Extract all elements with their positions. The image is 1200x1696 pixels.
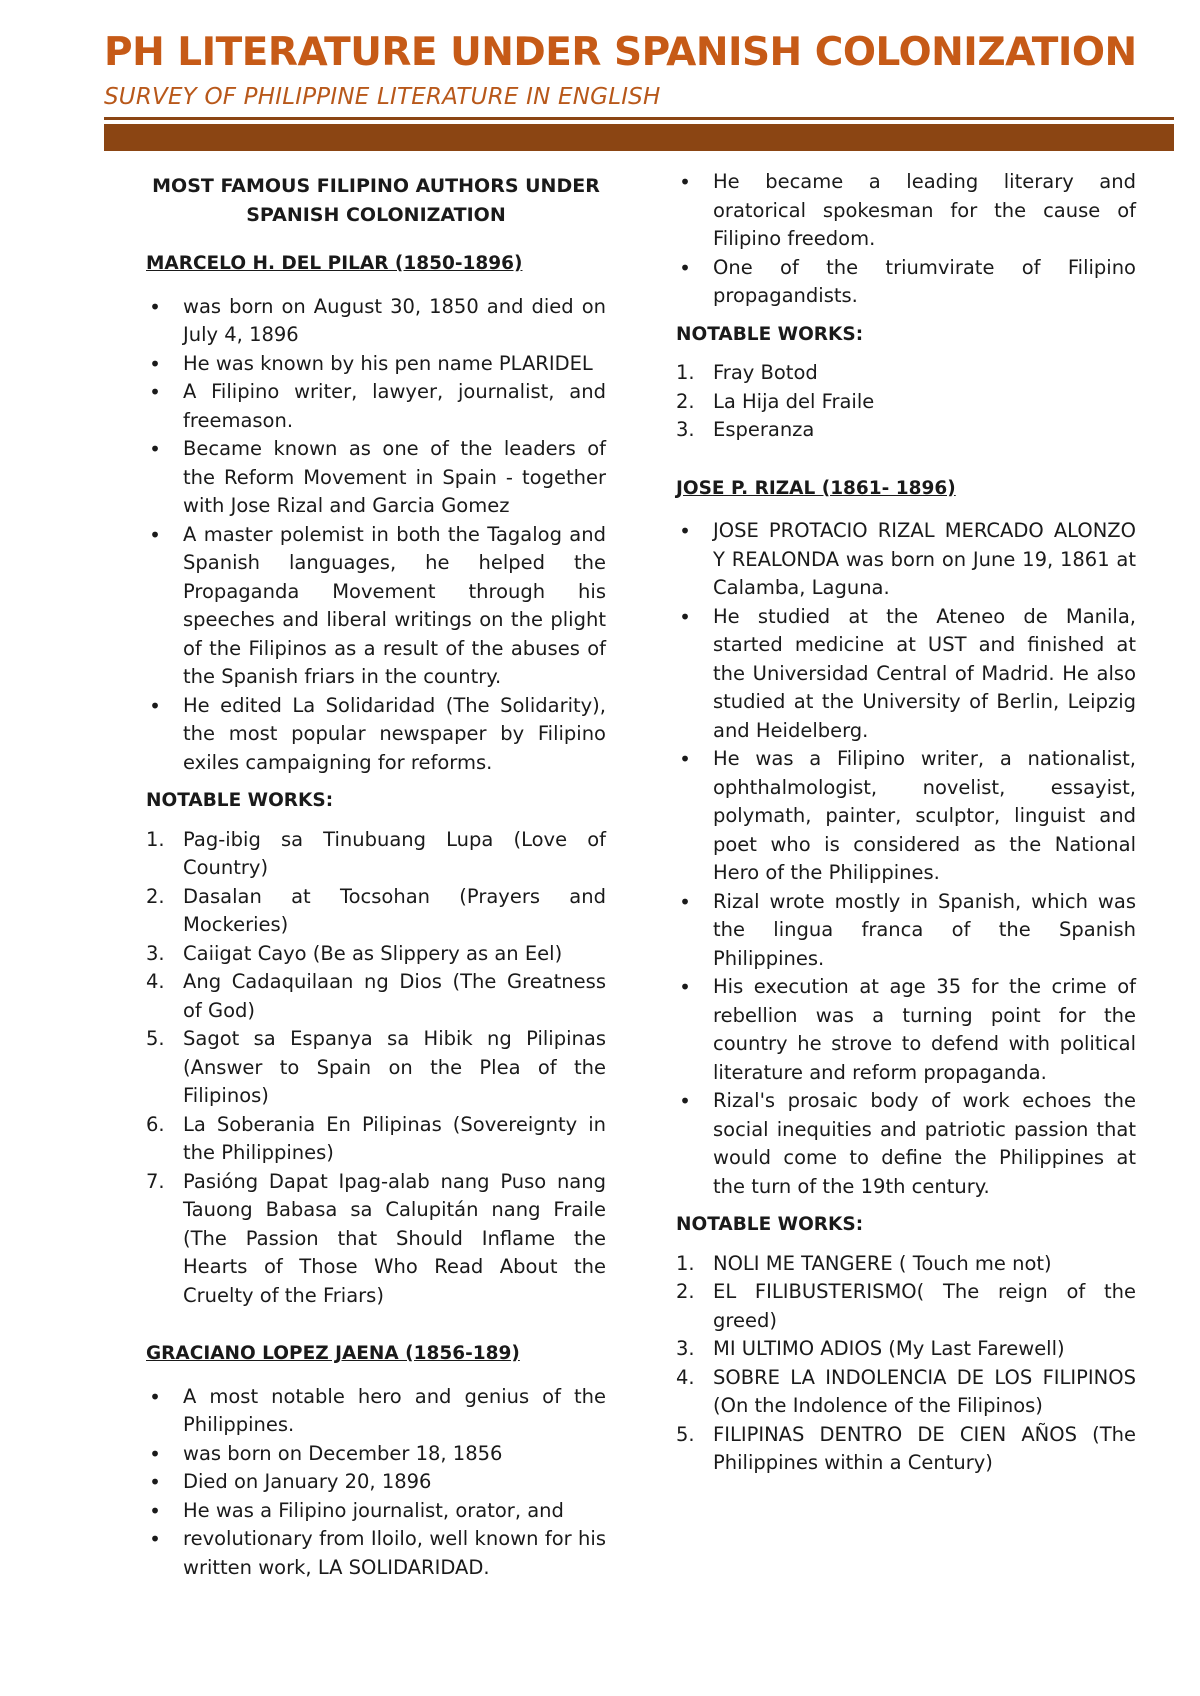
list-item: 6. La Soberania En Pilipinas (Sovereignty in the Philippines) [146, 1112, 606, 1164]
works-label-rizal: NOTABLE WORKS: [676, 1214, 864, 1235]
works-label-jaena: NOTABLE WORKS: [676, 323, 864, 345]
list-item: 1. Fray Botod [676, 361, 818, 384]
list-item: • His execution at age 35 for the crime of rebellion was a turning point for the country he strove to defend with political literature and reform propaganda. [676, 973, 1136, 1087]
list-item: 2. La Hija del Fraile [676, 389, 875, 413]
document-title: PH LITERATURE UNDER SPANISH COLONIZATION [104, 30, 1137, 75]
list-item: 3. Caiigat Cayo (Be as Slippery as an Eel) [146, 941, 563, 965]
list-item: 1. Pag-ibig sa Tinubuang Lupa (Love of Country) [146, 827, 606, 879]
rizal-facts [676, 517, 1136, 1201]
list-item: • He studied at the Ateneo de Manila, started medicine at UST and finished at the Universidad Central of Madrid. He also studied at the University of Berlin, Leipzig and Heidelberg. [676, 603, 1136, 746]
list-item: 4. Ang Cadaquilaan ng Dios (The Greatness of God) [146, 970, 606, 1022]
list-item: • A Filipino writer, lawyer, journalist, and freemason. [146, 378, 606, 435]
list-item: 7. Pasióng Dapat Ipag-alab nang Puso nang Tauong Babasa sa Calupitán nang Fraile (The Passion that Should Inflame the Hearts of Those Who Read About the Cruelty of the Friars) [146, 1169, 606, 1307]
list-item: • He was known by his pen name PLARIDEL [146, 350, 606, 379]
list-item: 4. SOBRE LA INDOLENCIA DE LOS FILIPINOS (On the Indolence of the Filipinos) [676, 1365, 1136, 1417]
list-item: • One of the triumvirate of Filipino propagandists. [676, 254, 1136, 311]
list-item: 2. Dasalan at Tocsohan (Prayers and Mockeries) [146, 884, 606, 936]
right-column [676, 168, 1136, 1478]
jaena-facts-part1 [146, 1383, 606, 1583]
list-item: 2. EL FILIBUSTERISMO( The reign of the greed) [676, 1280, 1136, 1332]
works-label-del-pilar: NOTABLE WORKS: [146, 790, 334, 811]
author-heading-del-pilar: MARCELO H. DEL PILAR (1850-1896) [146, 253, 523, 274]
list-item: 3. Esperanza [676, 418, 815, 441]
list-item: • revolutionary from Iloilo, well known for his written work, LA SOLIDARIDAD. [146, 1525, 606, 1582]
del-pilar-works [146, 826, 606, 1311]
list-item: 5. Sagot sa Espanya sa Hibik ng Pilipinas (Answer to Spain on the Plea of the Filipinos) [146, 1027, 606, 1107]
list-item: • He was a Filipino journalist, orator, and [146, 1497, 606, 1526]
list-item: 5. FILIPINAS DENTRO DE CIEN AÑOS (The Philippines within a Century) [676, 1422, 1136, 1474]
list-item: 1. NOLI ME TANGERE ( Touch me not) [676, 1251, 1052, 1275]
header-rule-thin [104, 117, 1174, 120]
list-item: • Rizal's prosaic body of work echoes the social inequities and patriotic passion that would come to define the Philippines at the turn of the 19th century. [676, 1087, 1136, 1201]
main-heading: MOST FAMOUS FILIPINO AUTHORS UNDER SPANISH COLONIZATION [152, 175, 600, 226]
document-subtitle: SURVEY OF PHILIPPINE LITERATURE IN ENGLISH [104, 84, 661, 110]
list-item: • He was a Filipino writer, a nationalist, ophthalmologist, novelist, essayist, polymath, painter, sculptor, linguist and poet who is considered as the National Hero of the Philippines. [676, 745, 1136, 888]
list-item: • was born on August 30, 1850 and died on July 4, 1896 [146, 293, 606, 350]
list-item: • A most notable hero and genius of the Philippines. [146, 1383, 606, 1440]
list-item: • A master polemist in both the Tagalog and Spanish languages, he helped the Propaganda Movement through his speeches and liberal writings on the plight of the Filipinos as a result of the abuses of the Spanish friars in the country. [146, 521, 606, 692]
jaena-facts-part2 [676, 168, 1136, 311]
list-item: • Died on January 20, 1896 [146, 1468, 606, 1497]
list-item: • Became known as one of the leaders of the Reform Movement in Spain - together with Jose Rizal and Garcia Gomez [146, 435, 606, 521]
author-heading-rizal: JOSE P. RIZAL (1861- 1896) [676, 477, 956, 499]
header-rule-thick [104, 124, 1174, 151]
jaena-works [676, 359, 1136, 445]
list-item: • JOSE PROTACIO RIZAL MERCADO ALONZO Y REALONDA was born on June 19, 1861 at Calamba, Laguna. [676, 517, 1136, 603]
list-item: • He became a leading literary and oratorical spokesman for the cause of Filipino freedom. [676, 168, 1136, 254]
list-item: 3. MI ULTIMO ADIOS (My Last Farewell) [676, 1337, 1065, 1360]
list-item: • was born on December 18, 1856 [146, 1440, 606, 1469]
author-heading-jaena: GRACIANO LOPEZ JAENA (1856-189) [146, 1343, 520, 1364]
left-column [146, 168, 606, 1582]
rizal-works [676, 1250, 1136, 1478]
list-item: • He edited La Solidaridad (The Solidarity), the most popular newspaper by Filipino exiles campaigning for reforms. [146, 692, 606, 778]
del-pilar-facts [146, 293, 606, 778]
list-item: • Rizal wrote mostly in Spanish, which was the lingua franca of the Spanish Philippines. [676, 888, 1136, 974]
